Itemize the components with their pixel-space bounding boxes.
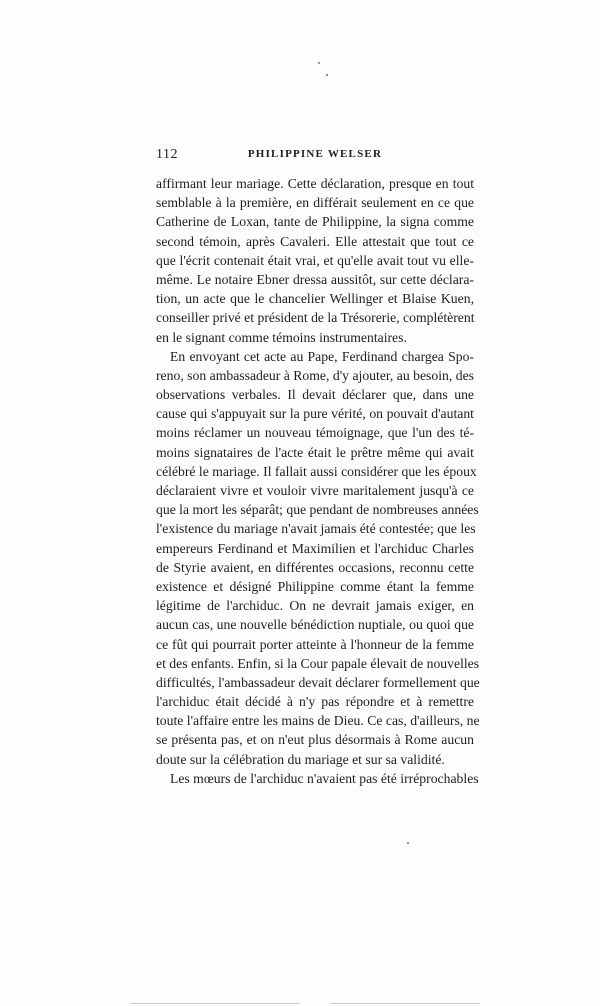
text-line: semblable à la première, en différait seulement en ce que [156, 195, 474, 211]
scan-edge-line [130, 1003, 300, 1004]
text-line: conseiller privé et président de la Trésorerie, complétèrent [156, 310, 475, 326]
text-line: Les mœurs de l'archiduc n'avaient pas été irréprochables [170, 770, 479, 786]
text-line: affirmant leur mariage. Cette déclaration, presque en tout [156, 176, 474, 191]
running-title: PHILIPPINE WELSER [247, 148, 383, 160]
text-line: moins réclamer un nouveau témoignage, que l'un des té- [156, 425, 474, 441]
text-line: déclaraient vivre et vouloir vivre maritalement jusqu'à ce [156, 483, 474, 498]
text-line: célébré le mariage. Il fallait aussi considérer que les époux [156, 463, 477, 479]
text-line: l'existence du mariage n'avait jamais été contestée; que les [156, 521, 476, 537]
scan-speck [407, 842, 409, 844]
page-number: 112 [156, 147, 178, 162]
text-line: reno, son ambassadeur à Rome, d'y ajouter, au besoin, des [156, 367, 474, 383]
text-line: En envoyant cet acte au Pape, Ferdinand chargea Spo- [170, 348, 474, 364]
text-line: moins signataires de l'acte était le prêtre même qui avait [156, 444, 474, 460]
text-line: et des enfants. Enfin, si la Cour papale élevait de nouvelles [156, 655, 480, 671]
body-text [156, 174, 480, 788]
text-line: Catherine de Loxan, tante de Philippine, la signa comme [156, 214, 474, 230]
text-line: se présenta pas, et on n'eut plus désormais à Rome aucun [156, 732, 474, 748]
scan-speck [326, 74, 328, 76]
text-line: observations verbales. Il devait déclarer que, dans une [156, 387, 474, 403]
text-line: doute sur la célébration du mariage et sur sa validité. [156, 751, 445, 767]
scan-speck [318, 62, 320, 64]
page-header [156, 147, 474, 167]
text-line: l'archiduc était décidé à n'y pas répondre et à remettre [156, 694, 474, 710]
text-line: empereurs Ferdinand et Maximilien et l'archiduc Charles [156, 540, 474, 556]
scan-edge-line [330, 1003, 480, 1004]
text-line: existence et désigné Philippine comme étant la femme [156, 578, 474, 594]
text-line: difficultés, l'ambassadeur devait déclarer formellement que [156, 674, 480, 690]
paragraph [156, 347, 480, 769]
text-line: aucun cas, une nouvelle bénédiction nuptiale, ou quoi que [156, 617, 474, 633]
text-line: de Styrie avaient, en différentes occasions, reconnu cette [156, 559, 474, 575]
text-line: en le signant comme témoins instrumentaires. [156, 329, 407, 345]
text-line: ce fût qui pourrait porter atteinte à l'honneur de la femme [156, 636, 474, 652]
text-line: que l'écrit contenait était vrai, et qu'elle avait tout vu elle- [156, 252, 474, 268]
text-line: toute l'affaire entre les mains de Dieu. Ce cas, d'ailleurs, ne [156, 713, 480, 729]
text-line: tion, un acte que le chancelier Wellinger et Blaise Kuen, [156, 291, 474, 307]
paragraph [156, 174, 474, 347]
text-line: second témoin, après Cavaleri. Elle attestait que tout ce [156, 233, 474, 249]
text-line: que la mort les séparât; que pendant de nombreuses années [156, 502, 479, 518]
paragraph [156, 769, 479, 788]
text-line: cause qui s'appuyait sur la pure vérité, on pouvait d'autant [156, 406, 474, 422]
text-line: même. Le notaire Ebner dressa aussitôt, sur cette déclara- [156, 271, 474, 287]
text-line: légitime de l'archiduc. On ne devrait jamais exiger, en [156, 598, 474, 614]
